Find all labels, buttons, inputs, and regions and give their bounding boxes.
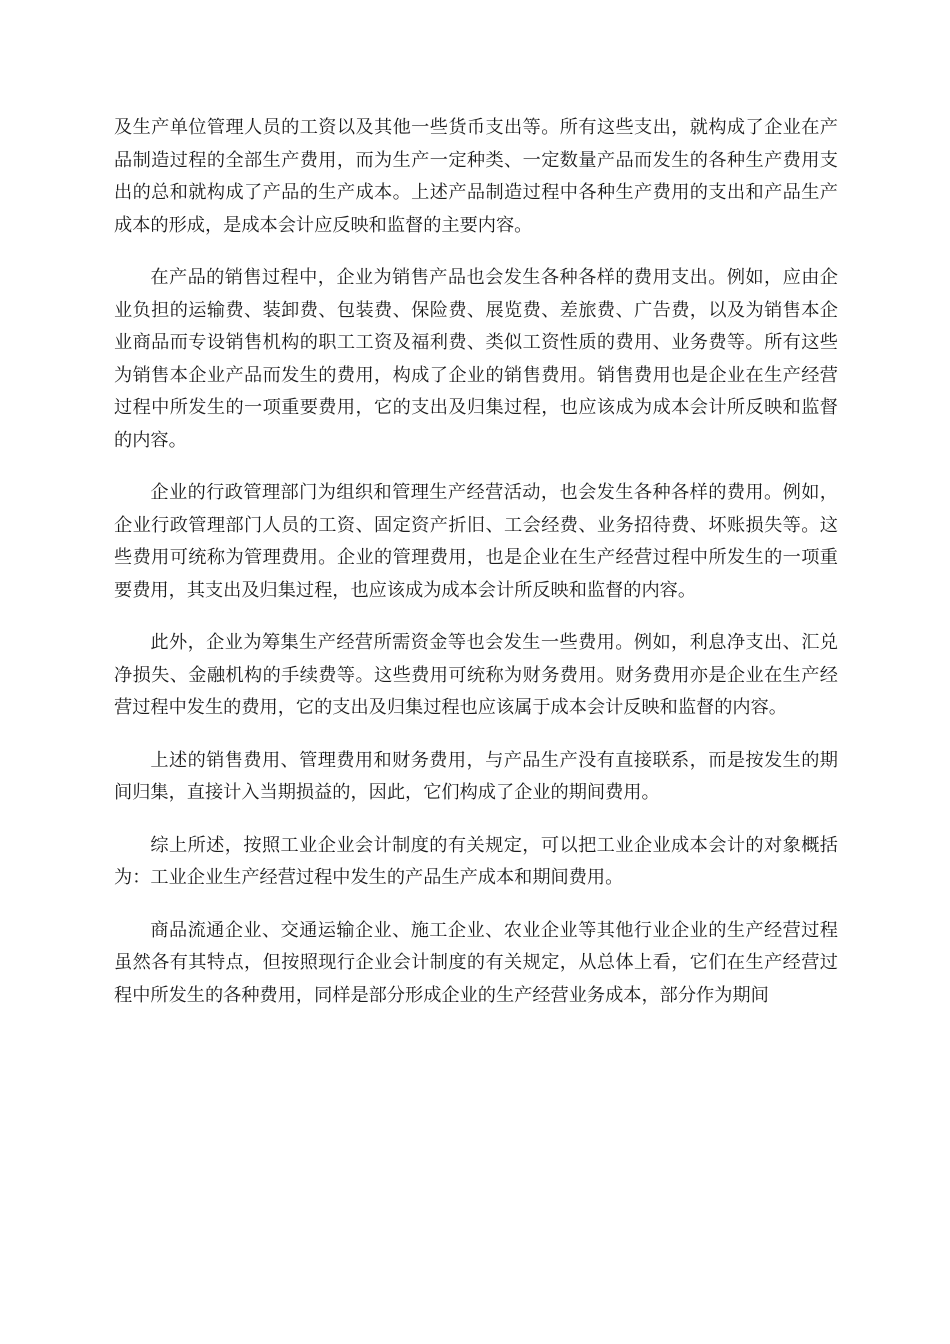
paragraph-period-expenses: 上述的销售费用、管理费用和财务费用，与产品生产没有直接联系，而是按发生的期间归集，直接计入当期损益的，因此，它们构成了企业的期间费用。 [114,749,838,803]
paragraph-other-industries: 商品流通企业、交通运输企业、施工企业、农业企业等其他行业企业的生产经营过程虽然各有其特点，但按照现行企业会计制度的有关规定，从总体上看，它们在生产经营过程中所发生的各种费用，同样是部分形成企业的生产经营业务成本，部分作为期间 [114,919,838,1006]
paragraph-selling-expenses: 在产品的销售过程中，企业为销售产品也会发生各种各样的费用支出。例如，应由企业负担的运输费、装卸费、包装费、保险费、展览费、差旅费、广告费，以及为销售本企业商品而专设销售机构的职工工资及福利费、类似工资性质的费用、业务费等。所有这些为销售本企业产品而发生的费用，构成了企业的销售费用。销售费用也是企业在生产经营过程中所发生的一项重要费用，它的支出及归集过程，也应该成为成本会计所反映和监督的内容。 [114,267,838,451]
paragraph-financial-expenses: 此外，企业为筹集生产经营所需资金等也会发生一些费用。例如，利息净支出、汇兑净损失、金融机构的手续费等。这些费用可统称为财务费用。财务费用亦是企业在生产经营过程中发生的费用，它的支出及归集过程也应该属于成本会计反映和监督的内容。 [114,632,838,718]
document-page [114,112,838,1032]
paragraph-administrative-expenses: 企业的行政管理部门为组织和管理生产经营活动，也会发生各种各样的费用。例如，企业行政管理部门人员的工资、固定资产折旧、工会经费、业务招待费、坏账损失等。这些费用可统称为管理费用。企业的管理费用，也是企业在生产经营过程中所发生的一项重要费用，其支出及归集过程，也应该成为成本会计所反映和监督的内容。 [114,482,838,601]
paragraph-production-cost: 及生产单位管理人员的工资以及其他一些货币支出等。所有这些支出，就构成了企业在产品制造过程的全部生产费用，而为生产一定种类、一定数量产品而发生的各种生产费用支出的总和就构成了产品的生产成本。上述产品制造过程中各种生产费用的支出和产品生产成本的形成，是成本会计应反映和监督的主要内容。 [114,117,838,236]
paragraph-summary: 综上所述，按照工业企业会计制度的有关规定，可以把工业企业成本会计的对象概括为：工业企业生产经营过程中发生的产品生产成本和期间费用。 [114,834,838,888]
